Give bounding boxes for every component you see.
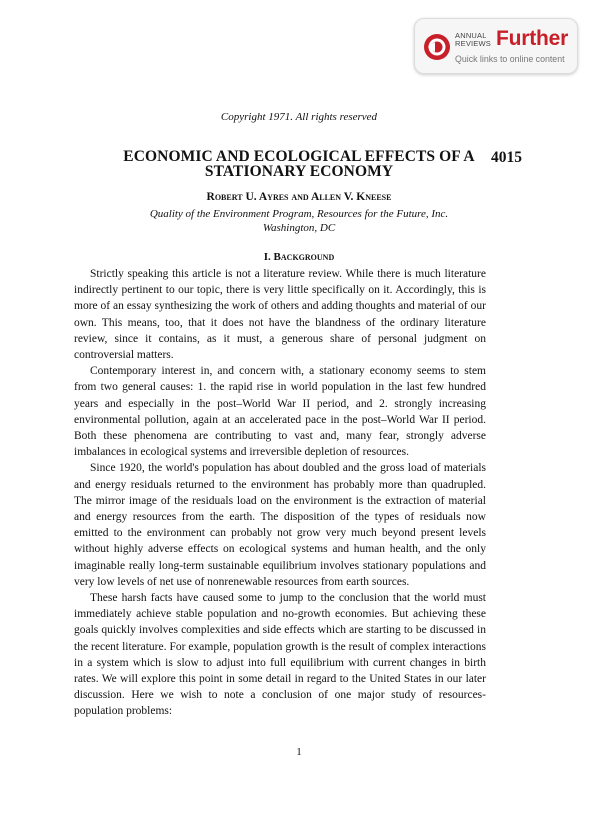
paragraph: Contemporary interest in, and concern with, a stationary economy seems to stem from two general causes: 1. the rapid rise in world population in the last few hundred years and especially in the post–World War II period, and 2. strongly increasing environmental pollution, again at an accelerated pace in the post–World War II period. Both these phenomena are contributing to vast and, many fear, strongly adverse imbalances in ecological systems and irreversible depletion of resources.	[74, 365, 486, 459]
publisher-name: ANNUAL REVIEWS	[455, 31, 491, 48]
paragraph: Since 1920, the world's population has about doubled and the gross load of materials and energy residuals returned to the environment has probably more than quadrupled. The mirror image of the residuals load on the environment is the extraction of material and energy resources from the earth. The disposition of the types of residuals now emitted to the environment can probably not grow very much beyond present levels without highly adverse effects on ecological systems and human health, and the only imaginable really long-term sustainable equilibrium involves stationary populations and very low levels of net use of nonrenewable resources from earth sources.	[74, 462, 486, 588]
authors: Robert U. Ayres and Allen V. Kneese	[206, 191, 392, 203]
affiliation	[0, 207, 598, 235]
article-title	[60, 149, 538, 179]
further-tagline: Quick links to online content	[455, 54, 565, 64]
page-number: 1	[296, 746, 302, 758]
affiliation-line-2: Washington, DC	[262, 222, 336, 234]
article-body	[74, 266, 486, 720]
further-badge[interactable]	[414, 18, 578, 74]
copyright-notice: Copyright 1971. All rights reserved	[220, 111, 378, 123]
further-label: Further	[496, 27, 569, 50]
section-heading: I. Background	[263, 251, 335, 263]
title-line-1: ECONOMIC AND ECOLOGICAL EFFECTS OF A	[123, 148, 475, 165]
further-logo-icon	[423, 33, 451, 61]
affiliation-line-1: Quality of the Environment Program, Resources for the Future, Inc.	[149, 208, 449, 220]
title-line-2: STATIONARY ECONOMY	[204, 163, 394, 180]
paragraph: Strictly speaking this article is not a literature review. While there is much literature indirectly pertinent to our topic, there is very little specifically on it. Accordingly, this is more of an essay synthesizing the work of others and adding thoughts and material of our own. This means, too, that it does not have the blandness of the ordinary literature review, since it contains, as it must, a generous share of personal judgment on controversial matters.	[74, 268, 486, 362]
article-number: 4015	[491, 149, 522, 166]
paragraph: These harsh facts have caused some to jump to the conclusion that the world must immediately achieve stable population and no-growth economies. But achieving these goals quickly involves complexities and side effects which are starting to be discussed in the recent literature. For example, population growth is the result of complex interactions in a system which is slow to adjust into full equilibrium with current changes in birth rates. We will explore this point in some detail in regard to the United States in our later discussion. Here we wish to note a conclusion of one major study of resources-population problems:	[74, 592, 486, 718]
